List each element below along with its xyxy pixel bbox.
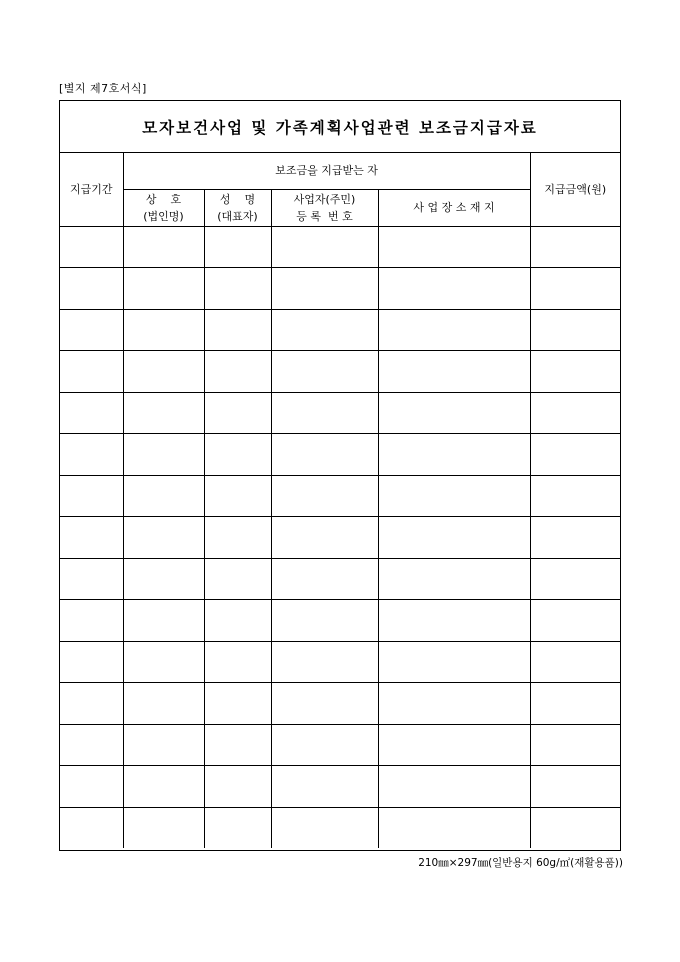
- cell-payment-amount[interactable]: [530, 724, 620, 766]
- form-title: 모자보건사업 및 가족계획사업관련 보조금지급자료: [60, 101, 620, 153]
- cell-period[interactable]: [60, 558, 123, 600]
- cell-representative-name[interactable]: [204, 392, 271, 434]
- cell-period[interactable]: [60, 351, 123, 393]
- cell-payment-amount[interactable]: [530, 641, 620, 683]
- cell-registration-number[interactable]: [271, 683, 378, 725]
- table-row: [60, 268, 620, 310]
- cell-business-address[interactable]: [378, 434, 530, 476]
- cell-payment-amount[interactable]: [530, 392, 620, 434]
- cell-trade-name[interactable]: [123, 475, 204, 517]
- cell-payment-amount[interactable]: [530, 517, 620, 559]
- cell-payment-amount[interactable]: [530, 226, 620, 268]
- header-payment-period: 지급기간: [60, 153, 123, 226]
- cell-business-address[interactable]: [378, 268, 530, 310]
- cell-representative-name[interactable]: [204, 517, 271, 559]
- cell-payment-amount[interactable]: [530, 475, 620, 517]
- cell-representative-name[interactable]: [204, 558, 271, 600]
- cell-registration-number[interactable]: [271, 724, 378, 766]
- cell-period[interactable]: [60, 309, 123, 351]
- cell-trade-name[interactable]: [123, 807, 204, 848]
- cell-representative-name[interactable]: [204, 309, 271, 351]
- cell-trade-name[interactable]: [123, 600, 204, 642]
- table-row: [60, 517, 620, 559]
- cell-payment-amount[interactable]: [530, 558, 620, 600]
- cell-period[interactable]: [60, 434, 123, 476]
- form-number-label: [별지 제7호서식]: [59, 82, 147, 95]
- table-row: [60, 226, 620, 268]
- cell-business-address[interactable]: [378, 517, 530, 559]
- cell-trade-name[interactable]: [123, 392, 204, 434]
- table-row: [60, 641, 620, 683]
- cell-representative-name[interactable]: [204, 641, 271, 683]
- cell-trade-name[interactable]: [123, 766, 204, 808]
- table-row: [60, 724, 620, 766]
- cell-payment-amount[interactable]: [530, 351, 620, 393]
- cell-representative-name[interactable]: [204, 268, 271, 310]
- header-representative-name-line1: 성 명: [219, 192, 256, 206]
- cell-representative-name[interactable]: [204, 351, 271, 393]
- header-trade-name: [123, 189, 204, 226]
- cell-business-address[interactable]: [378, 683, 530, 725]
- cell-payment-amount[interactable]: [530, 309, 620, 351]
- subsidy-payment-table: [60, 153, 620, 848]
- cell-registration-number[interactable]: [271, 351, 378, 393]
- cell-representative-name[interactable]: [204, 434, 271, 476]
- subsidy-payment-form: [59, 100, 621, 851]
- cell-registration-number[interactable]: [271, 766, 378, 808]
- paper-spec-note: 210㎜×297㎜(일반용지 60g/㎡(재활용품)): [418, 857, 623, 869]
- cell-registration-number[interactable]: [271, 807, 378, 848]
- cell-period[interactable]: [60, 724, 123, 766]
- cell-trade-name[interactable]: [123, 683, 204, 725]
- header-representative-name-line2: (대표자): [217, 209, 258, 223]
- cell-registration-number[interactable]: [271, 268, 378, 310]
- cell-representative-name[interactable]: [204, 766, 271, 808]
- header-representative-name: [204, 189, 271, 226]
- cell-trade-name[interactable]: [123, 309, 204, 351]
- cell-period[interactable]: [60, 517, 123, 559]
- cell-trade-name[interactable]: [123, 641, 204, 683]
- table-row: [60, 807, 620, 848]
- cell-payment-amount[interactable]: [530, 434, 620, 476]
- cell-trade-name[interactable]: [123, 558, 204, 600]
- header-recipient-group: 보조금을 지급받는 자: [123, 153, 530, 189]
- cell-period[interactable]: [60, 475, 123, 517]
- cell-payment-amount[interactable]: [530, 268, 620, 310]
- cell-trade-name[interactable]: [123, 434, 204, 476]
- cell-registration-number[interactable]: [271, 309, 378, 351]
- cell-registration-number[interactable]: [271, 434, 378, 476]
- cell-business-address[interactable]: [378, 600, 530, 642]
- cell-representative-name[interactable]: [204, 807, 271, 848]
- cell-representative-name[interactable]: [204, 724, 271, 766]
- cell-representative-name[interactable]: [204, 683, 271, 725]
- cell-registration-number[interactable]: [271, 641, 378, 683]
- cell-registration-number[interactable]: [271, 600, 378, 642]
- header-business-address: 사 업 장 소 재 지: [378, 189, 530, 226]
- cell-period[interactable]: [60, 641, 123, 683]
- cell-payment-amount[interactable]: [530, 766, 620, 808]
- header-payment-amount: 지급금액(원): [530, 153, 620, 226]
- cell-representative-name[interactable]: [204, 600, 271, 642]
- cell-period[interactable]: [60, 600, 123, 642]
- cell-trade-name[interactable]: [123, 724, 204, 766]
- cell-trade-name[interactable]: [123, 226, 204, 268]
- cell-period[interactable]: [60, 766, 123, 808]
- cell-business-address[interactable]: [378, 309, 530, 351]
- cell-business-address[interactable]: [378, 766, 530, 808]
- table-row: [60, 683, 620, 725]
- table-row: [60, 351, 620, 393]
- cell-payment-amount[interactable]: [530, 807, 620, 848]
- cell-period[interactable]: [60, 807, 123, 848]
- cell-business-address[interactable]: [378, 226, 530, 268]
- cell-representative-name[interactable]: [204, 226, 271, 268]
- table-row: [60, 392, 620, 434]
- cell-business-address[interactable]: [378, 475, 530, 517]
- header-registration-number-line1: 사업자(주민): [293, 192, 356, 206]
- cell-business-address[interactable]: [378, 641, 530, 683]
- cell-business-address[interactable]: [378, 724, 530, 766]
- header-registration-number-line2: 등 록 번 호: [296, 209, 353, 223]
- header-trade-name-line1: 상 호: [145, 192, 182, 206]
- cell-period[interactable]: [60, 683, 123, 725]
- header-trade-name-line2: (법인명): [143, 209, 184, 223]
- header-registration-number: [271, 189, 378, 226]
- cell-business-address[interactable]: [378, 807, 530, 848]
- cell-registration-number[interactable]: [271, 226, 378, 268]
- cell-period[interactable]: [60, 392, 123, 434]
- cell-period[interactable]: [60, 226, 123, 268]
- cell-trade-name[interactable]: [123, 268, 204, 310]
- cell-trade-name[interactable]: [123, 517, 204, 559]
- table-row: [60, 558, 620, 600]
- cell-registration-number[interactable]: [271, 475, 378, 517]
- cell-registration-number[interactable]: [271, 392, 378, 434]
- cell-registration-number[interactable]: [271, 558, 378, 600]
- table-row: [60, 434, 620, 476]
- cell-business-address[interactable]: [378, 351, 530, 393]
- cell-trade-name[interactable]: [123, 351, 204, 393]
- cell-business-address[interactable]: [378, 392, 530, 434]
- cell-business-address[interactable]: [378, 558, 530, 600]
- table-row: [60, 309, 620, 351]
- cell-period[interactable]: [60, 268, 123, 310]
- cell-representative-name[interactable]: [204, 475, 271, 517]
- header-row-group: [60, 153, 620, 189]
- cell-registration-number[interactable]: [271, 517, 378, 559]
- cell-payment-amount[interactable]: [530, 600, 620, 642]
- cell-payment-amount[interactable]: [530, 683, 620, 725]
- table-row: [60, 475, 620, 517]
- table-row: [60, 766, 620, 808]
- table-row: [60, 600, 620, 642]
